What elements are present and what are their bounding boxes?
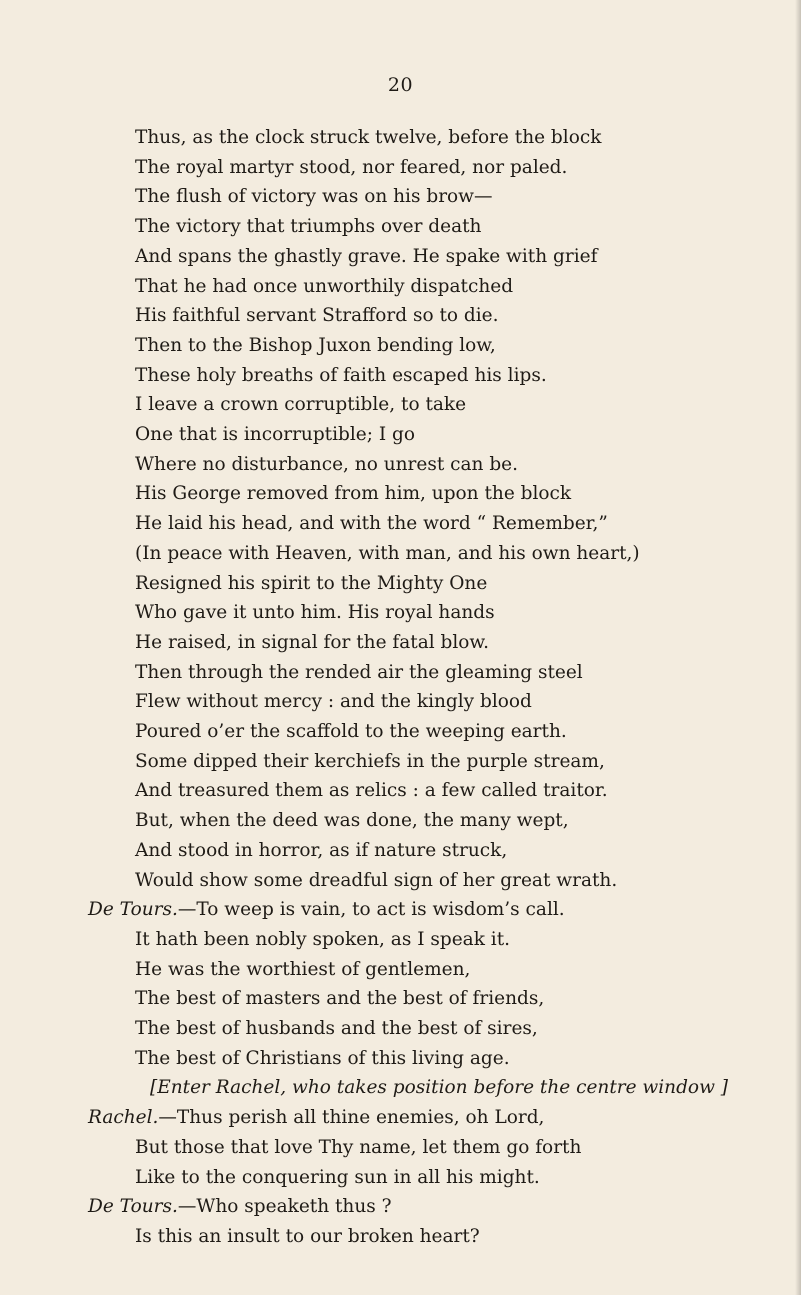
line-text: Resigned his spirit to the Mighty One: [135, 573, 488, 594]
line-text: Who gave it unto him. His royal hands: [135, 602, 495, 623]
line-text: The best of masters and the best of friends,: [135, 988, 545, 1009]
line-text: And stood in horror, as if nature struck,: [135, 840, 508, 861]
line-text: But, when the deed was done, the many wept,: [135, 810, 569, 831]
poem-line: [135, 482, 571, 506]
line-text: Where no disturbance, no unrest can be.: [135, 454, 519, 475]
line-text: Some dipped their kerchiefs in the purple stream,: [135, 751, 605, 772]
poem-line: [135, 512, 608, 536]
line-text: The best of Christians of this living age.: [135, 1048, 510, 1069]
line-text: Poured o’er the scaffold to the weeping earth.: [135, 721, 567, 742]
speaker-name: De Tours.: [88, 1196, 178, 1217]
poem-line: [135, 542, 640, 566]
line-text: The royal martyr stood, nor feared, nor paled.: [135, 157, 568, 178]
poem-line: [135, 839, 507, 863]
poem-line: [135, 185, 493, 209]
poem-line: [135, 869, 617, 893]
poem-line: [135, 275, 513, 299]
poem-line: [135, 631, 489, 655]
line-text: And spans the ghastly grave. He spake with grief: [135, 246, 598, 267]
line-text: Is this an insult to our broken heart?: [135, 1226, 480, 1247]
poem-line: [135, 156, 567, 180]
line-text: One that is incorruptible; I go: [135, 424, 416, 445]
line-text: Like to the conquering sun in all his might.: [135, 1167, 540, 1188]
speaker-name: Rachel.: [88, 1107, 159, 1128]
poem-line: [135, 720, 567, 744]
line-text: —To weep is vain, to act is wisdom’s call.: [177, 899, 565, 920]
line-text: The flush of victory was on his brow—: [135, 186, 493, 207]
line-text: And treasured them as relics : a few called traitor.: [135, 780, 608, 801]
poem-line: [135, 126, 601, 150]
poem-line: [135, 364, 547, 388]
page-edge-shadow: [795, 0, 801, 1295]
line-text: These holy breaths of faith escaped his lips.: [135, 365, 547, 386]
poem-line: [135, 987, 544, 1011]
line-text: His faithful servant Strafford so to die.: [135, 305, 499, 326]
poem-line: [135, 304, 499, 328]
poem-line: [135, 1136, 581, 1160]
line-text: Would show some dreadful sign of her great wrath.: [135, 870, 618, 891]
line-text: —Who speaketh thus ?: [177, 1196, 392, 1217]
poem-line: [88, 1106, 544, 1130]
poem-line: [150, 1076, 728, 1100]
line-text: Thus, as the clock struck twelve, before the block: [135, 127, 602, 148]
poem-line: [135, 334, 496, 358]
poem-line: [135, 215, 481, 239]
line-text: But those that love Thy name, let them go forth: [135, 1137, 582, 1158]
poem-line: [135, 661, 583, 685]
line-text: It hath been nobly spoken, as I speak it.: [135, 929, 511, 950]
poem-line: [135, 928, 510, 952]
poem-line: [135, 572, 487, 596]
poem-line: [135, 245, 597, 269]
stage-direction: [Enter Rachel, who takes position before the centre window ]: [150, 1077, 729, 1098]
line-text: He laid his head, and with the word “ Remember,”: [135, 513, 608, 534]
line-text: Then through the rended air the gleaming steel: [135, 662, 583, 683]
poem-line: [135, 423, 415, 447]
poem-line: [135, 1047, 510, 1071]
line-text: —Thus perish all thine enemies, oh Lord,: [158, 1107, 545, 1128]
line-text: Flew without mercy : and the kingly blood: [135, 691, 532, 712]
poem-line: [135, 690, 532, 714]
line-text: He was the worthiest of gentlemen,: [135, 959, 471, 980]
speaker-name: De Tours.: [88, 899, 178, 920]
poem-line: [135, 958, 470, 982]
page-number: 20: [387, 74, 414, 96]
line-text: His George removed from him, upon the block: [135, 483, 572, 504]
poem-line: [135, 453, 518, 477]
poem-line: [135, 750, 605, 774]
poem-line: [135, 1225, 480, 1249]
poem-line: [135, 1166, 540, 1190]
poem-line: [135, 393, 466, 417]
line-text: The best of husbands and the best of sires,: [135, 1018, 538, 1039]
line-text: Then to the Bishop Juxon bending low,: [135, 335, 496, 356]
line-text: The victory that triumphs over death: [135, 216, 482, 237]
poem-line: [88, 1195, 392, 1219]
line-text: (In peace with Heaven, with man, and his own heart,): [135, 543, 640, 564]
line-text: That he had once unworthily dispatched: [135, 276, 514, 297]
poem-line: [135, 779, 608, 803]
poem-line: [135, 1017, 538, 1041]
poem-line: [135, 809, 569, 833]
line-text: He raised, in signal for the fatal blow.: [135, 632, 489, 653]
line-text: I leave a crown corruptible, to take: [135, 394, 467, 415]
poem-line: [88, 898, 565, 922]
poem-line: [135, 601, 495, 625]
